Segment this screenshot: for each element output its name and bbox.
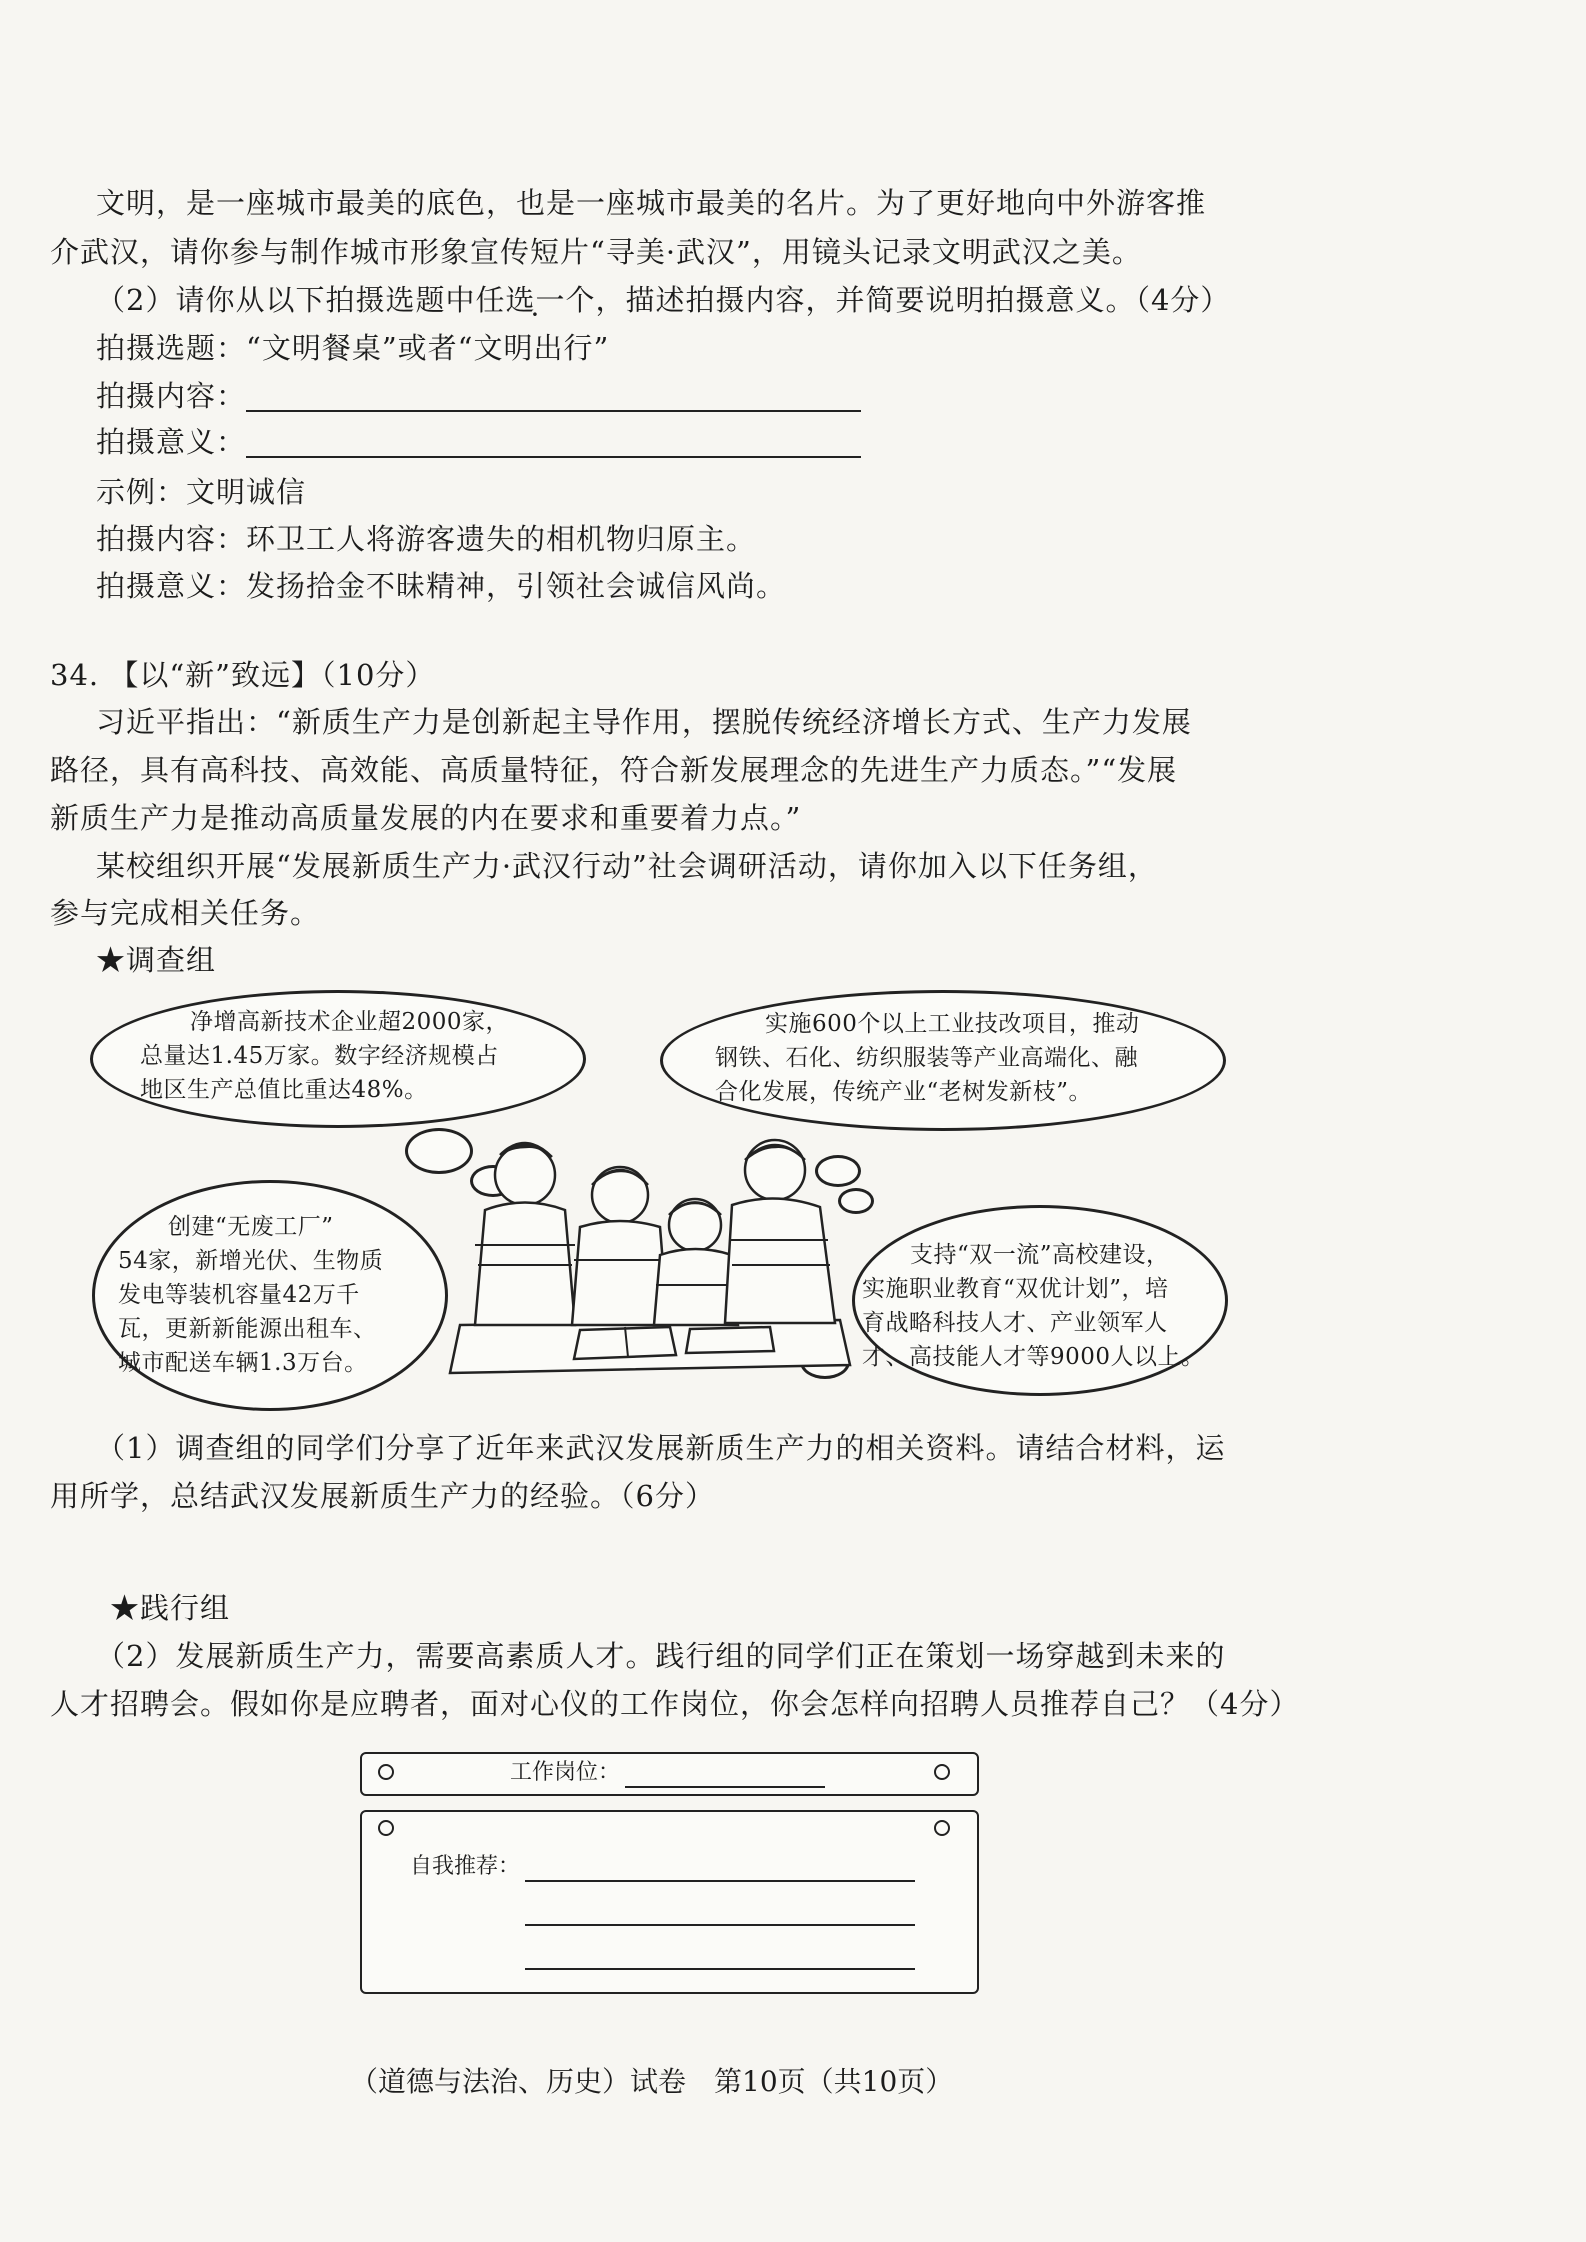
bubble-bottom-left-line-5: 城市配送车辆1.3万台。 [118,1350,368,1376]
q34-sub2-line-1: （2）发展新质生产力，需要高素质人才。践行组的同学们正在策划一场穿越到未来的 [96,1639,1226,1673]
bubble-bottom-left-line-3: 发电等装机容量42万千 [118,1282,360,1308]
q2a-meaning-answer-line[interactable] [246,426,861,458]
practice-group-heading: ★践行组 [110,1591,231,1625]
bubble-bottom-right-line-2: 实施职业教育“双优计划”，培 [862,1276,1169,1302]
q34-quote-line-3: 新质生产力是推动高质量发展的内在要求和重要着力点。” [50,801,802,835]
hook-icon [378,1764,394,1780]
job-position-answer-line[interactable] [625,1786,825,1788]
self-recommend-answer-line-2[interactable] [525,1924,915,1926]
bubble-bottom-right-line-4: 才、高技能人才等9000人以上。 [862,1344,1205,1370]
q34-activity-line-2: 参与完成相关任务。 [50,896,321,930]
bubble-bottom-left-line-4: 瓦，更新新能源出租车、 [118,1316,377,1342]
bubble-top-right-line-2: 钢铁、石化、纺织服装等产业高端化、融 [715,1045,1138,1071]
q2a-meaning-row [96,422,861,462]
self-recommend-answer-line-3[interactable] [525,1968,915,1970]
hook-icon [378,1820,394,1836]
q2a-topics: 拍摄选题：“文明餐桌”或者“文明出行” [96,331,610,365]
q34-heading: 34. 【以“新”致远】（10分） [50,658,436,692]
q2a-prompt-after: ，描述拍摄内容，并简要说明拍摄意义。（4分） [595,283,1231,317]
intro-line-2: 介武汉，请你参与制作城市形象宣传短片“寻美·武汉”，用镜头记录文明武汉之美。 [50,235,1142,269]
bubble-top-left-line-2: 总量达1.45万家。数字经济规模占 [140,1043,499,1069]
q34-quote-line-1: 习近平指出：“新质生产力是创新起主导作用，摆脱传统经济增长方式、生产力发展 [96,705,1192,739]
q2a-example-title: 示例：文明诚信 [96,475,307,509]
q34-quote-line-2: 路径，具有高科技、高效能、高质量特征，符合新发展理念的先进生产力质态。”“发展 [50,753,1178,787]
q2a-content-answer-line[interactable] [246,380,861,412]
hook-icon [934,1820,950,1836]
q34-activity-line-1: 某校组织开展“发展新质生产力·武汉行动”社会调研活动，请你加入以下任务组， [96,849,1158,883]
q2a-prompt [96,280,1230,320]
q2a-example-content: 拍摄内容：环卫工人将游客遗失的相机物归原主。 [96,522,757,556]
hook-icon [934,1764,950,1780]
survey-group-heading: ★调查组 [96,943,217,977]
page-footer: （道德与法治、历史）试卷 第10页（共10页） [350,2065,954,2098]
q2a-meaning-label: 拍摄意义： [96,425,247,459]
q34-sub1-line-1: （1）调查组的同学们分享了近年来武汉发展新质生产力的相关资料。请结合材料，运 [96,1431,1226,1465]
self-recommend-answer-line-1[interactable] [525,1880,915,1882]
q2a-content-row [96,376,861,416]
job-position-label: 工作岗位： [510,1760,621,1785]
bubble-bottom-right-line-3: 育战略科技人才、产业领军人 [862,1310,1168,1336]
q2a-prompt-before: （2）请你从以下拍摄选题中 [96,283,476,317]
q2a-prompt-emphasis: 任选一个 [475,283,596,317]
bubble-bottom-left-line-1: 创建“无废工厂” [168,1214,334,1240]
bubble-top-right-line-1: 实施600个以上工业技改项目，推动 [765,1011,1140,1037]
self-recommend-card [360,1810,979,1994]
bubble-top-right-line-3: 合化发展，传统产业“老树发新枝”。 [715,1079,1093,1105]
q2a-example-meaning: 拍摄意义：发扬拾金不昧精神，引领社会诚信风尚。 [96,569,787,603]
q34-sub1-line-2: 用所学，总结武汉发展新质生产力的经验。（6分） [50,1479,715,1513]
q34-sub2-line-2: 人才招聘会。假如你是应聘者，面对心仪的工作岗位，你会怎样向招聘人员推荐自己？（4分） [50,1687,1300,1721]
bubble-bottom-left-line-2: 54家，新增光伏、生物质 [118,1248,384,1274]
students-discussion-illustration [440,1115,860,1385]
intro-line-1: 文明，是一座城市最美的底色，也是一座城市最美的名片。为了更好地向中外游客推 [96,186,1207,220]
bubble-top-left-line-1: 净增高新技术企业超2000家， [190,1009,510,1035]
self-recommend-label: 自我推荐： [410,1854,521,1879]
job-position-sign [360,1752,979,1796]
bubble-top-left-line-3: 地区生产总值比重达48%。 [140,1077,428,1103]
q2a-content-label: 拍摄内容： [96,379,247,413]
bubble-bottom-right-line-1: 支持“双一流”高校建设， [910,1242,1170,1268]
